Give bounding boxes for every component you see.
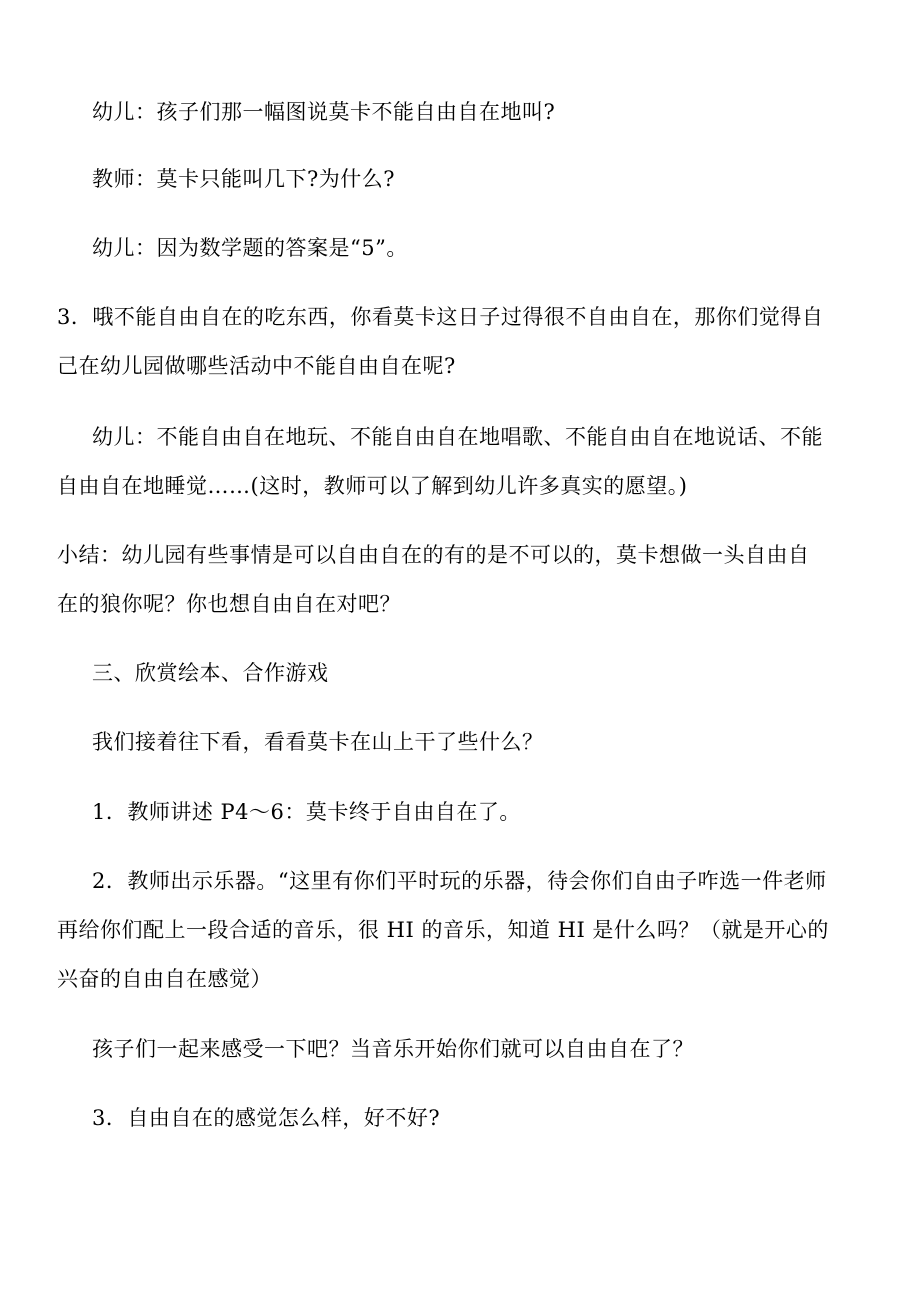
child-response-line-1: 幼儿：不能自由自在地玩、不能自由自在地唱歌、不能自由自在地说话、不能 [92,425,823,449]
section-heading-3: 三、欣赏绘本、合作游戏 [92,661,329,685]
dialogue-child-answer: 幼儿：因为数学题的答案是“5”。 [92,236,408,260]
item-3-line-1: 3．哦不能自由自在的吃东西，你看莫卡这日子过得很不自由自在，那你们觉得自 [57,305,824,329]
dialogue-teacher-question: 教师：莫卡只能叫几下?为什么? [92,167,396,191]
step-3: 3．自由自在的感觉怎么样，好不好? [92,1106,441,1130]
step-2-line-3: 兴奋的自由自在感觉） [57,967,272,991]
child-response-line-2: 自由自在地睡觉……(这时，教师可以了解到幼儿许多真实的愿望。) [57,474,688,498]
item-3-line-2: 己在幼儿园做哪些活动中不能自由自在呢? [57,354,456,378]
activity-prompt: 孩子们一起来感受一下吧？当音乐开始你们就可以自由自在了？ [92,1037,694,1061]
step-2-line-2: 再给你们配上一段合适的音乐，很 HI 的音乐，知道 HI 是什么吗？（就是开心的 [57,918,829,942]
intro-line: 我们接着往下看，看看莫卡在山上干了些什么？ [92,730,544,754]
dialogue-child-question: 幼儿：孩子们那一幅图说莫卡不能自由自在地叫? [92,100,556,124]
summary-line-2: 在的狼你呢？你也想自由自在对吧？ [57,592,401,616]
step-1: 1．教师讲述 P4～6：莫卡终于自由自在了。 [92,800,521,824]
summary-line-1: 小结：幼儿园有些事情是可以自由自在的有的是不可以的，莫卡想做一头自由自 [57,543,810,567]
step-2-line-1: 2．教师出示乐器。“这里有你们平时玩的乐器，待会你们自由子咋选一件老师 [92,869,827,893]
